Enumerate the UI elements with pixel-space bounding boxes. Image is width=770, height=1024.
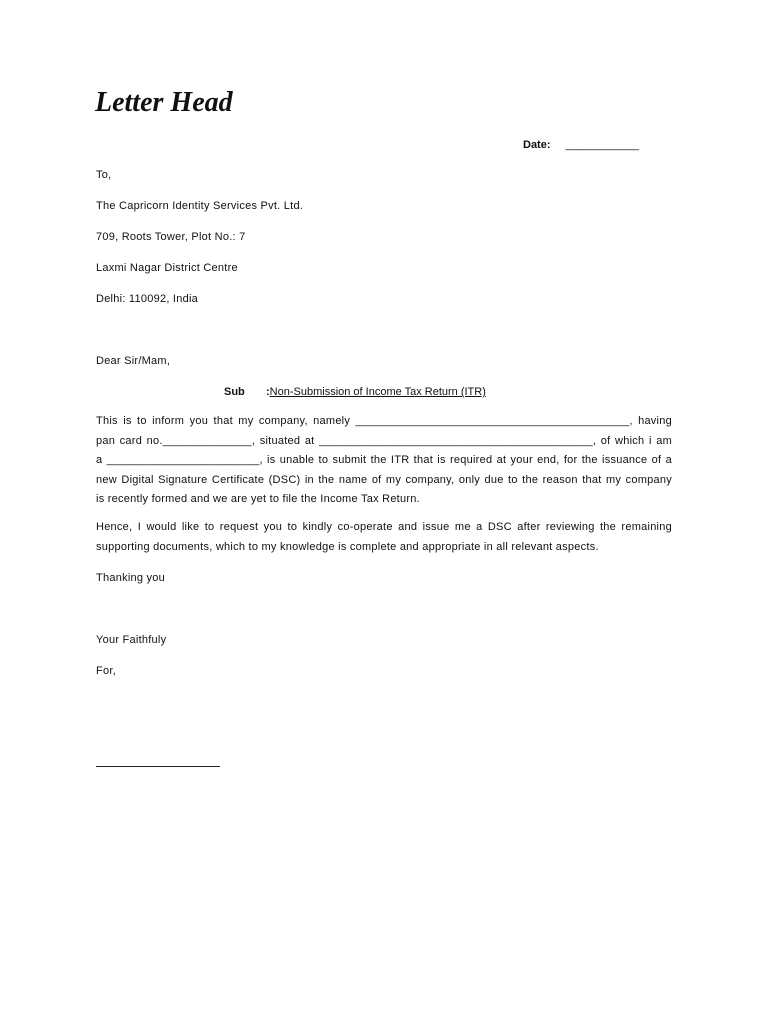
paragraph-2-line: supporting documents, which to my knowledge is complete and appropriate in all relevant aspects. [96, 540, 599, 553]
address-line-city: Delhi: 110092, India [96, 293, 199, 305]
body-paragraph-1 [96, 412, 672, 510]
closing-line: Your Faithfuly [96, 634, 167, 646]
to-line: To, [96, 169, 112, 181]
paragraph-2-line: Hence, I would like to request you to kindly co-operate and issue me a DSC after reviewing the remaining [96, 521, 672, 533]
salutation: Dear Sir/Mam, [96, 355, 171, 367]
subject-line [224, 385, 486, 399]
subject-label: Sub [224, 386, 245, 398]
subject-colon: : [266, 386, 270, 398]
date-blank: ____________ [565, 139, 639, 151]
signature-line [96, 766, 220, 767]
paragraph-1-line: is recently formed and we are yet to file the Income Tax Return. [96, 493, 420, 505]
thanking-line: Thanking you [96, 572, 166, 584]
paragraph-1-line: pan card no.______________, situated at ___________________________________________, of which i am [96, 434, 672, 447]
date-row [523, 138, 639, 152]
for-line: For, [96, 665, 116, 677]
paragraph-1-line: a ________________________, is unable to submit the ITR that is required at your end, for the issuance of a [96, 454, 672, 466]
letterhead-title: Letter Head [95, 87, 233, 118]
date-label: Date: [523, 139, 551, 151]
address-line-company: The Capricorn Identity Services Pvt. Ltd. [96, 200, 304, 212]
address-line-street: 709, Roots Tower, Plot No.: 7 [96, 231, 246, 243]
paragraph-1-line: new Digital Signature Certificate (DSC) in the name of my company, only due to the reason that my company [96, 473, 672, 486]
paragraph-1-line: This is to inform you that my company, namely ___________________________________________, having [96, 415, 672, 427]
body-paragraph-2 [96, 518, 672, 557]
address-line-area: Laxmi Nagar District Centre [96, 262, 238, 274]
subject-text: Non-Submission of Income Tax Return (ITR) [269, 386, 486, 398]
